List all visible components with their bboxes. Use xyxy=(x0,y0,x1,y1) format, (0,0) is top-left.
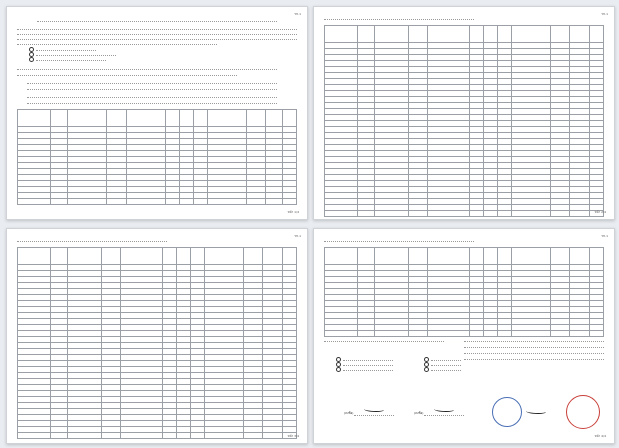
official-seal-blue xyxy=(492,397,522,427)
expense-table-1 xyxy=(17,109,297,205)
table-row xyxy=(325,331,604,337)
form-id: ขร.1 xyxy=(601,234,608,238)
expense-table-2 xyxy=(324,25,604,217)
title-line xyxy=(37,21,277,22)
document-page-4 xyxy=(313,228,615,444)
option-list xyxy=(424,357,461,372)
document-page-3 xyxy=(6,228,308,444)
radio-icon xyxy=(424,367,429,372)
page-number: หน้า 4/4 xyxy=(594,434,606,438)
document-page-1 xyxy=(6,6,308,220)
official-seal-red xyxy=(566,395,600,429)
table-header-row xyxy=(325,248,604,265)
expense-table-4 xyxy=(324,247,604,337)
page-number: หน้า 3/4 xyxy=(287,434,299,438)
document-page-2 xyxy=(313,6,615,220)
form-id: ขร.1 xyxy=(294,12,301,16)
table-row xyxy=(18,433,297,439)
table-row xyxy=(18,199,297,205)
signature-scribble xyxy=(364,407,384,412)
table-header-row xyxy=(325,26,604,43)
table-header-row xyxy=(18,110,297,127)
page-number: หน้า 1/4 xyxy=(287,210,299,214)
option-list xyxy=(29,47,116,62)
table-header-row xyxy=(18,248,297,265)
signature-label-right: (ลงชื่อ) xyxy=(414,411,424,415)
form-id: ขร.1 xyxy=(601,12,608,16)
form-id: ขร.1 xyxy=(294,234,301,238)
signature-scribble xyxy=(526,409,546,414)
expense-table-3 xyxy=(17,247,297,439)
option-list xyxy=(336,357,393,372)
signature-label-left: (ลงชื่อ) xyxy=(344,411,354,415)
radio-icon xyxy=(336,367,341,372)
table-row xyxy=(325,211,604,217)
page-number: หน้า 2/4 xyxy=(594,210,606,214)
radio-icon xyxy=(29,57,34,62)
signature-scribble xyxy=(434,407,454,412)
